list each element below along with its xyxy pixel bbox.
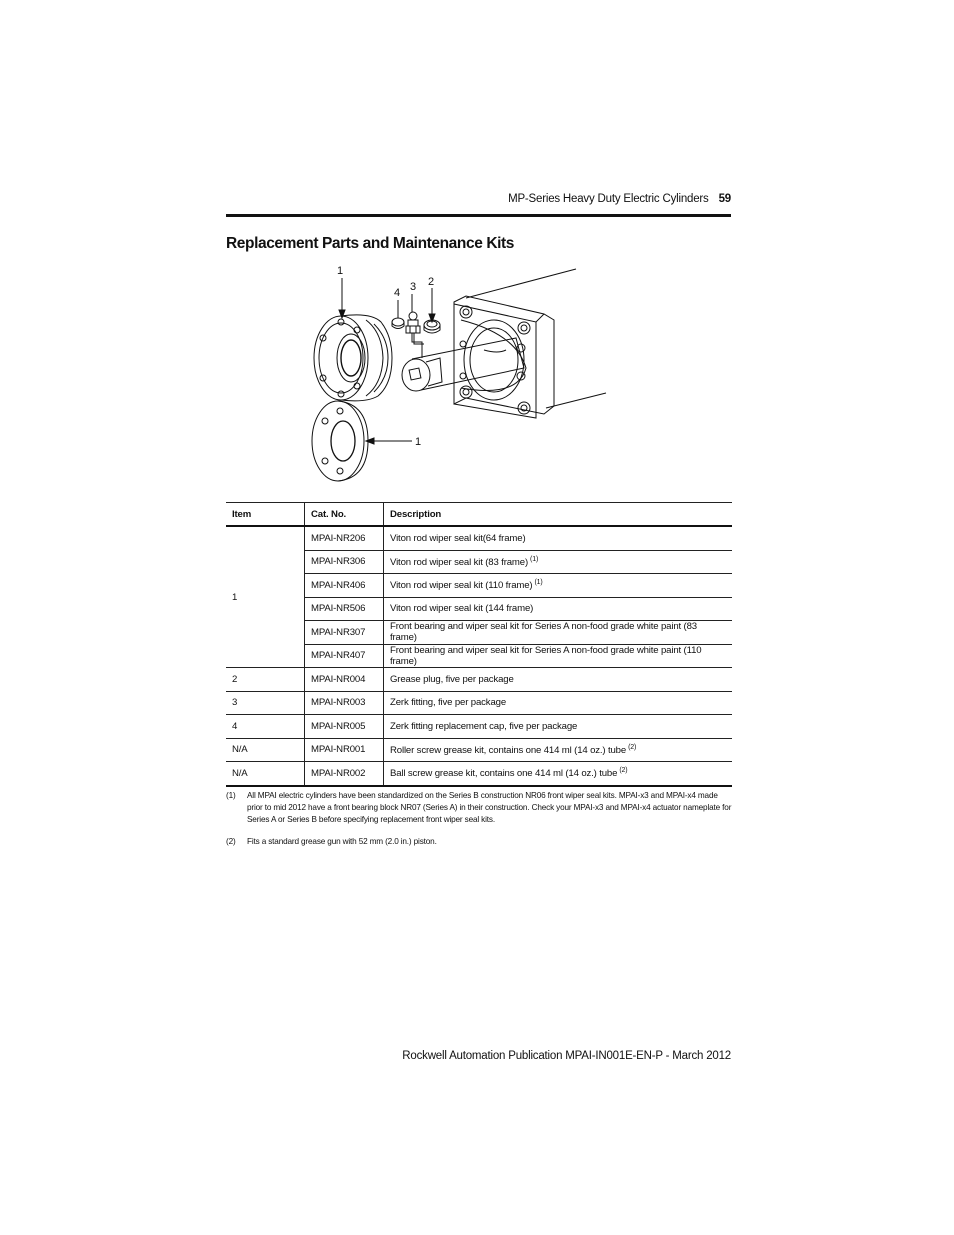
header-rule (226, 214, 731, 217)
exploded-parts-figure (226, 258, 731, 488)
table-row (226, 691, 732, 715)
cat-no-cell: MPAI-NR407 (305, 644, 384, 668)
footnote-ref: (2) (628, 743, 637, 751)
description-cell (384, 574, 733, 598)
item-cell: N/A (226, 738, 305, 762)
description-text: Front bearing and wiper seal kit for Series A non-food grade white paint (110 frame) (390, 644, 702, 667)
front-bearing-block (314, 315, 392, 401)
callout-3: 3 (410, 281, 417, 293)
footnote-text: All MPAI electric cylinders have been standardized on the Series B construction NR06 front wiper seal kits. MPAI-x3 and MPAI-x4 made prior to mid 2012 have a front bearing block NR07 (Series A) in their construction. Check your MPAI-x3 and MPAI-x4 actuator nameplate for Series A or Series B before specifying replacement front wiper seal kits. (247, 791, 732, 824)
description-cell (384, 621, 733, 645)
description-text: Grease plug, five per package (390, 673, 514, 685)
footnotes (226, 790, 732, 858)
cat-no-cell: MPAI-NR002 (305, 762, 384, 786)
cat-no-cell: MPAI-NR506 (305, 597, 384, 621)
footnote-ref: (1) (530, 555, 539, 563)
cat-no-cell: MPAI-NR003 (305, 691, 384, 715)
footnote-text: Fits a standard grease gun with 52 mm (2.0 in.) piston. (247, 837, 437, 846)
running-title: MP-Series Heavy Duty Electric Cylinders (508, 193, 709, 205)
cat-no-cell: MPAI-NR005 (305, 715, 384, 739)
table-row (226, 715, 732, 739)
item-cell: 3 (226, 691, 305, 715)
parts-table (226, 502, 732, 787)
cat-no-cell: MPAI-NR306 (305, 550, 384, 574)
header-cat-no: Cat. No. (305, 503, 384, 527)
footnote-ref: (1) (534, 579, 543, 587)
description-text: Zerk fitting replacement cap, five per package (390, 720, 578, 732)
description-cell (384, 738, 733, 762)
description-cell (384, 762, 733, 786)
footnote-ref: (2) (619, 767, 628, 775)
description-text: Front bearing and wiper seal kit for Series A non-food grade white paint (83 frame) (390, 621, 697, 644)
description-text: Viton rod wiper seal kit (110 frame) (390, 580, 533, 592)
description-text: Viton rod wiper seal kit (144 frame) (390, 603, 534, 615)
header-item: Item (226, 503, 305, 527)
callout-1-top: 1 (337, 265, 344, 277)
description-text: Viton rod wiper seal kit (83 frame) (390, 556, 529, 568)
description-text: Zerk fitting, five per package (390, 697, 507, 709)
table-row (226, 668, 732, 692)
description-cell (384, 668, 733, 692)
table-header-row (226, 503, 732, 527)
description-text: Ball screw grease kit, contains one 414 ml (14 oz.) tube (390, 768, 618, 780)
item-cell: N/A (226, 762, 305, 786)
cat-no-cell: MPAI-NR307 (305, 621, 384, 645)
description-cell (384, 550, 733, 574)
callout-1-right: 1 (415, 436, 422, 448)
footnote-number: (2) (226, 837, 236, 846)
table-row (226, 526, 732, 550)
cylinder-housing (454, 269, 606, 418)
running-header (226, 193, 731, 209)
page-number: 59 (718, 193, 731, 205)
cat-no-cell: MPAI-NR406 (305, 574, 384, 598)
description-cell (384, 526, 733, 550)
item-cell: 2 (226, 668, 305, 692)
description-text: Roller screw grease kit, contains one 414 ml (14 oz.) tube (390, 744, 627, 756)
item-cell: 4 (226, 715, 305, 739)
description-cell (384, 715, 733, 739)
table-row (226, 738, 732, 762)
description-cell (384, 597, 733, 621)
cat-no-cell: MPAI-NR004 (305, 668, 384, 692)
publication-footer: Rockwell Automation Publication MPAI-IN001E-EN-P - March 2012 (402, 1050, 731, 1062)
piston-rod (402, 338, 524, 391)
callout-2: 2 (428, 276, 435, 288)
zerk-fitting (406, 312, 424, 358)
description-cell (384, 691, 733, 715)
callout-4: 4 (394, 287, 401, 299)
footnote-number: (1) (226, 791, 236, 800)
item-cell: 1 (226, 526, 305, 668)
cat-no-cell: MPAI-NR001 (305, 738, 384, 762)
wiper-seal-ring (312, 401, 368, 481)
zerk-cap (392, 318, 404, 329)
section-title: Replacement Parts and Maintenance Kits (226, 235, 515, 252)
cat-no-cell: MPAI-NR206 (305, 526, 384, 550)
table-row (226, 762, 732, 786)
footnote (226, 836, 732, 848)
description-text: Viton rod wiper seal kit(64 frame) (390, 532, 526, 544)
description-cell (384, 644, 733, 668)
header-description: Description (384, 503, 733, 527)
footnote (226, 790, 732, 826)
